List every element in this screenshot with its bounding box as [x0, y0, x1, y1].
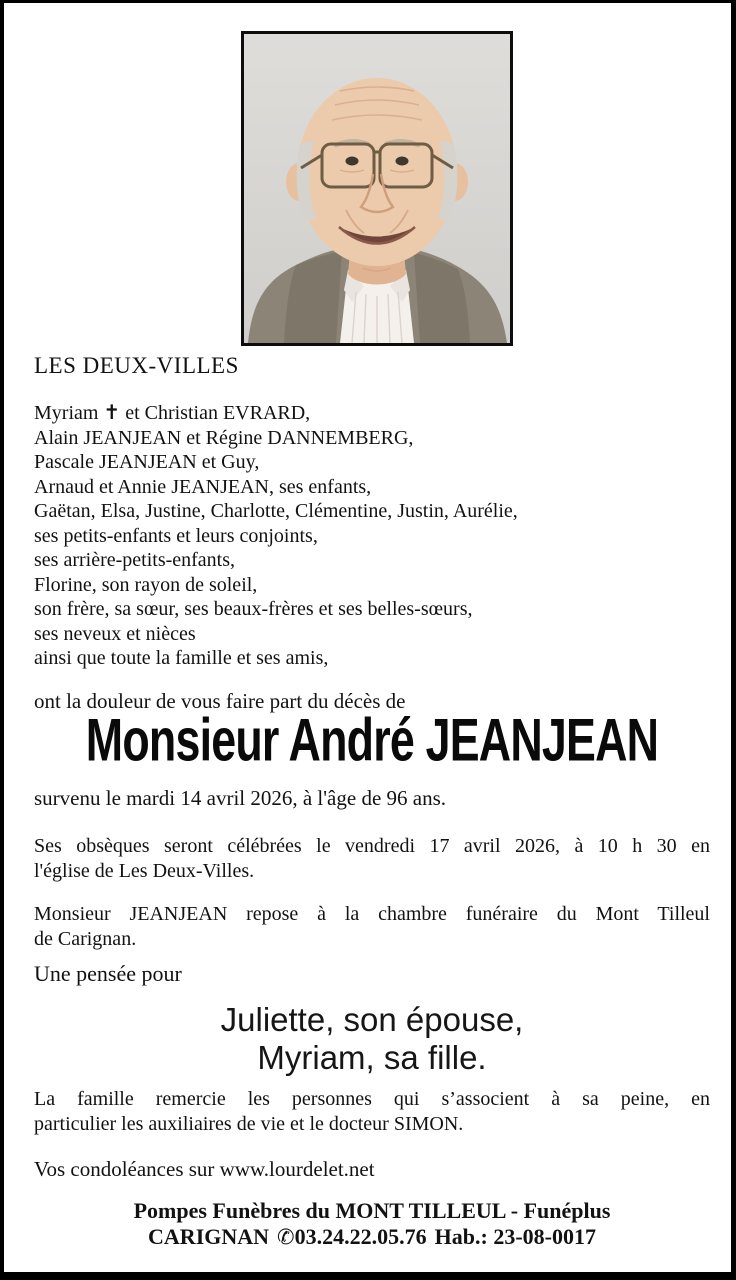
phone-number: 03.24.22.05.76: [294, 1224, 427, 1249]
repose-line: de Carignan.: [34, 927, 137, 950]
family-line: Gaëtan, Elsa, Justine, Charlotte, Clémentine, Justin, Aurélie,: [34, 500, 518, 522]
family-line: Myriam ✝ et Christian EVRARD,: [34, 402, 311, 424]
thanks-paragraph: [34, 1087, 710, 1136]
repose-line: Monsieur JEANJEAN repose à la chambre funéraire du Mont Tilleul: [34, 903, 710, 925]
family-line: ses arrière-petits-enfants,: [34, 549, 236, 571]
family-line: ses petits-enfants et leurs conjoints,: [34, 524, 318, 547]
funeral-home-name: Pompes Funèbres du MONT TILLEUL - Funéplus: [133, 1198, 611, 1223]
funeral-line: l'église de Les Deux-Villes.: [34, 859, 255, 882]
tribute-line: Myriam, sa fille.: [257, 1039, 487, 1076]
phone-icon: ✆: [277, 1225, 295, 1249]
funeral-home-city: CARIGNAN: [148, 1224, 270, 1249]
funeral-home-contact: [34, 1224, 710, 1250]
death-details: survenu le mardi 14 avril 2026, à l'âge de 96 ans.: [34, 786, 447, 810]
repose-details: [34, 902, 710, 951]
funeral-details: [34, 834, 710, 883]
family-line: Arnaud et Annie JEANJEAN, ses enfants,: [34, 475, 372, 498]
family-line: Florine, son rayon de soleil,: [34, 573, 258, 596]
tribute-line: Juliette, son épouse,: [220, 1001, 524, 1038]
family-line: Pascale JEANJEAN et Guy,: [34, 451, 260, 473]
family-line: ainsi que toute la famille et ses amis,: [34, 647, 329, 669]
announcement-intro: ont la douleur de vous faire part du décès de: [34, 689, 406, 713]
family-line: ses neveux et nièces: [34, 622, 196, 645]
family-line: Alain JEANJEAN et Régine DANNEMBERG,: [34, 426, 414, 449]
portrait-photo: [241, 31, 513, 346]
license-number: Hab.: 23-08-0017: [434, 1224, 596, 1249]
town-name: LES DEUX-VILLES: [34, 353, 239, 378]
portrait-illustration: [244, 34, 510, 343]
family-list: [34, 401, 710, 671]
condolences-website: Vos condoléances sur www.lourdelet.net: [34, 1157, 375, 1181]
tribute-names: [34, 1001, 710, 1077]
deceased-name: Monsieur André JEANJEAN: [85, 705, 659, 774]
thanks-line: particulier les auxiliaires de vie et le docteur SIMON.: [34, 1112, 464, 1135]
funeral-line: Ses obsèques seront célébrées le vendredi 17 avril 2026, à 10 h 30 en: [34, 835, 710, 857]
thanks-line: La famille remercie les personnes qui s’associent à sa peine, en: [34, 1088, 710, 1110]
tribute-intro: Une pensée pour: [34, 961, 182, 986]
family-line: son frère, sa sœur, ses beaux-frères et ses belles-sœurs,: [34, 598, 473, 620]
